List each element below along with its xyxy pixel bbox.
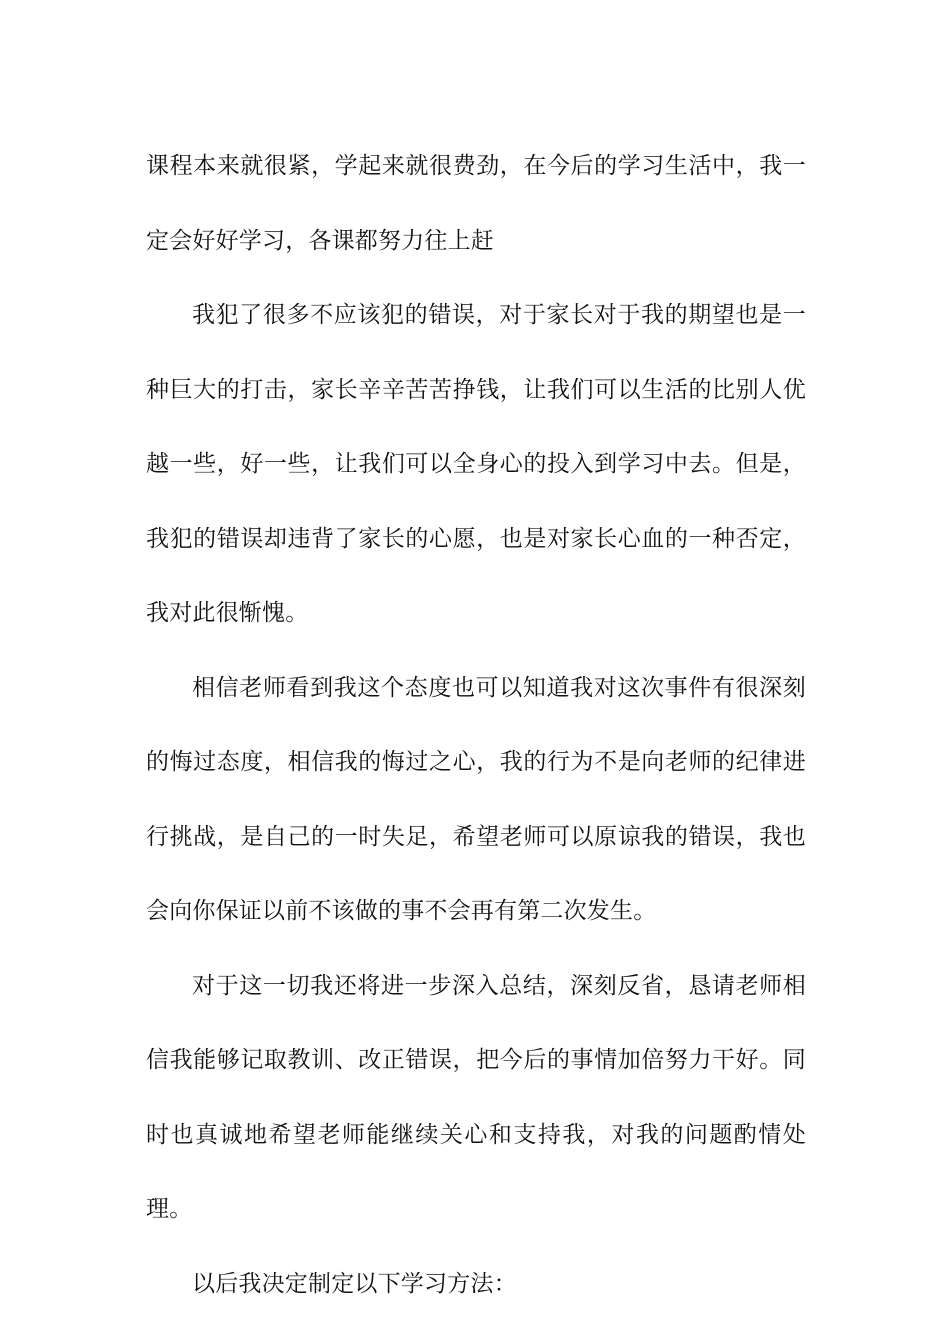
paragraph-2: 我犯了很多不应该犯的错误，对于家长对于我的期望也是一种巨大的打击，家长辛辛苦苦挣钱，让我们可以生活的比别人优越一些，好一些，让我们可以全身心的投入到学习中去。但是，我犯的错误却违背了家长的心愿，也是对家长心血的一种否定，我对此很惭愧。 — [146, 302, 806, 626]
paragraph-3: 相信老师看到我这个态度也可以知道我对这次事件有很深刻的悔过态度，相信我的悔过之心，我的行为不是向老师的纪律进行挑战，是自己的一时失足，希望老师可以原谅我的错误，我也会向你保证以前不该做的事不会再有第二次发生。 — [146, 674, 806, 924]
paragraph-1: 课程本来就很紧，学起来就很费劲，在今后的学习生活中，我一定会好好学习，各课都努力往上赶 — [146, 153, 806, 254]
document-body — [146, 129, 806, 1321]
paragraph-4: 对于这一切我还将进一步深入总结，深刻反省，恳请老师相信我能够记取教训、改正错误，把今后的事情加倍努力干好。同时也真诚地希望老师能继续关心和支持我，对我的问题酌情处理。 — [146, 972, 806, 1222]
paragraph-5: 以后我决定制定以下学习方法： — [192, 1270, 517, 1297]
